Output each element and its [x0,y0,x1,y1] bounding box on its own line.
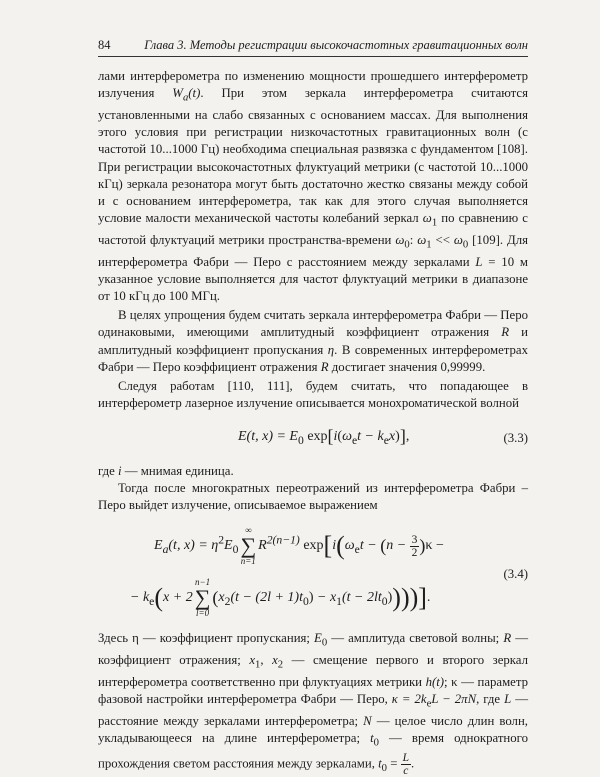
fraction-3-2 [410,534,420,559]
eq-E0: E [224,538,233,554]
eq-sub: e [351,433,358,447]
eq-omega: ω [342,428,352,444]
eq-kappa: κ − [425,538,444,554]
symbol-omega0: ω [395,232,405,247]
symbol-sub: 0 [373,737,379,749]
symbol-h-t: h(t) [425,674,445,689]
condition-omega1: ω [417,232,427,247]
eq-sub: e [354,543,360,557]
symbol-W: W [172,86,183,101]
eq-sub: 0 [297,433,304,447]
paragraph-2 [98,307,528,376]
paragraph-5: Тогда после многократных переотражений из интерферометра Фабри – Перо выйдет излучение, описываемое выражением [98,480,528,512]
eq-sub: 2 [224,595,231,609]
eq-paren: ) [387,590,393,606]
text-run: лами интерферометра по изменению мощности прошедшего интерферометр излучения [98,69,528,101]
symbol-sub: 1 [255,659,261,671]
text-run: , [260,652,273,667]
equation-number: (3.4) [503,567,528,582]
symbol-E0: E [314,631,322,646]
sum-operator [195,578,211,618]
sum-lower: n=1 [240,556,256,567]
eq-sup: 2 [218,533,225,547]
paragraph-4 [98,463,528,480]
text-run: по сравнению с частотой флуктуаций метрики пространства-времени [98,211,528,247]
equation-3-3-expression [238,425,410,449]
sum-lower: l=0 [196,608,210,619]
symbol-x2: x [272,652,278,667]
paragraph-1 [98,68,528,305]
symbol-sub: 0 [381,762,387,774]
eq-paren: ( [336,531,345,561]
fraction-denominator: c [403,764,409,777]
symbol-sub: 2 [277,659,284,671]
eq-sub: 1 [336,595,342,609]
sum-upper: ∞ [245,525,252,536]
paragraph-6 [98,630,528,777]
eq-period: . [426,590,431,606]
eq-lhs-args: (t, x) = η [168,538,219,554]
eq-omega: ω [344,538,355,554]
paragraph-3: Следуя работам [110, 111], будем считать, что попадающее в интерферометр лазерное излучение описывается монохроматической волной [98,379,528,411]
text-run: указанное условие выполняется для частот флуктуаций метрики в диапазоне от 10 кГц до 100 МГц. [98,271,528,304]
text-run: — расстояние между зеркалами интерферометра; [98,691,528,728]
eq-t-minus-k: t − k [357,428,384,444]
text-run: — смещение первого и второго зеркал интерферометра соответственно при флуктуациях метрики [98,652,528,689]
symbol-W-arg: (t) [188,86,201,101]
text-run: , где [476,691,505,706]
symbol-sub: e [426,698,432,710]
eq-R: R [258,538,267,554]
text-run: — целое число длин волн, укладывающееся на длине интерферометра; [98,713,528,745]
text-run: — время однократного прохождения светом расстояния между зеркалами, [98,730,529,770]
kappa-definition-rest: L − 2πN [431,691,477,706]
equation-3-4 [98,520,528,624]
eq-closing-brackets: )))] [392,583,427,613]
eq-arg2: (t − 2lt [342,590,382,606]
eq-x2: x [218,590,225,606]
symbol-omega0-sub: 0 [404,239,410,251]
eq-exp: exp [303,428,328,444]
eq-sup: 2(n−1) [266,533,300,547]
page-body [98,68,528,777]
L-unit: м [519,254,528,269]
sigma-glyph: ∑ [194,585,211,611]
symbol-i: i [118,463,122,478]
eq-arg1: (t − (2l + 1)t [230,590,303,606]
condition-much-less: << [431,232,454,247]
eq-t: t − [359,538,381,554]
eq-n-minus: n − [386,538,410,554]
fraction-L-over-c [401,752,411,777]
eq-sub: 0 [232,543,239,557]
symbol-L: L [504,691,512,706]
text-run: достигает значения 0,99999. [328,359,486,374]
text-run: — амплитуда световой волны; [327,631,504,646]
text-run: где [98,463,119,478]
eq-sub: 0 [381,595,388,609]
symbol-t0: t [370,730,374,745]
text-run: . В современных интерферометрах Фабри — Перо коэффициент отражения [98,342,528,374]
text-run: Здесь η — коэффициент пропускания; [98,631,315,646]
eq-paren: ) [419,535,426,556]
fraction-denominator: 2 [411,546,418,559]
equation-3-4-line-2 [130,578,430,618]
symbol-L: L [475,254,483,269]
eq-exp: exp [299,538,324,554]
eq-minus-k: − k [130,590,150,606]
symbol-omega1-sub: 1 [431,217,438,229]
symbol-W-sub: a [182,92,189,104]
sigma-glyph: ∑ [240,533,257,559]
text-run: В целях упрощения будем считать зеркала интерферометра Фабри — Перо одинаковыми, имеющими амплитудный коэффициент отражения [98,308,528,340]
eq-lhs: E [154,538,163,554]
running-head-title: Глава 3. Методы регистрации высокочастотных гравитационных волн [144,38,528,52]
eq-bracket: ] [399,425,406,446]
symbol-x1: x [249,652,256,667]
eq-bracket: [ [323,531,333,561]
symbol-R: R [503,631,512,646]
running-header [98,38,528,57]
text-run: = [387,755,401,770]
eq-paren: ( [337,428,343,444]
sum-upper: n−1 [195,577,211,588]
sum-operator [240,526,256,566]
fraction-numerator: L [402,751,410,764]
symbol-t0: t [378,755,382,770]
symbol-eta: η [327,342,335,357]
eq-i: i [333,428,338,444]
eq-sub: e [383,433,389,447]
equation-3-4-line-1 [154,526,444,566]
text-run: и амплитудный коэффициент пропускания [98,325,528,357]
L-value: = 10 [482,254,520,269]
text-run: — мнимая единица. [121,463,234,478]
page-number: 84 [98,38,111,52]
text-run: [109]. Для интерферометра Фабри — Перо с расстоянием между зеркалами [98,232,528,269]
eq-sub: a [162,543,169,557]
text-run: : [409,232,418,247]
equation-3-3 [98,419,528,459]
text-run: ; κ — параметр фазовой настройки интерферометра Фабри — Перо, [98,674,528,706]
symbol-omega1: ω [422,211,432,226]
equation-number: (3.3) [503,430,528,445]
eq-i: i [332,538,337,554]
kappa-definition: κ = 2k [391,691,427,706]
text-run: . При этом зеркала интерферометра считаются установленными на слабо связанных с основанием массах. Для выполнения этого условия при регистрации низкочастотных гравитационных волн (с частотой 10...1000 Гц) необходима специальная развязка с фундаментом [108]. При регистрации высокочастотных флуктуаций метрики (с частотой 10...1000 кГц) зеркала резонатора могут быть достаточно жестко связаны между собой и с основанием интерферометра, так как для этого случая выполняется условие малости механической частоты колебаний зеркал [98,86,528,226]
eq-comma: , [405,428,410,444]
eq-x-plus-2: x + 2 [163,590,193,606]
symbol-R: R [501,325,510,340]
condition-omega0: ω [453,232,463,247]
text-run: — коэффициент отражения; [98,631,528,667]
eq-lhs: E(t, x) = E [238,428,298,444]
eq-paren: ( [154,583,164,613]
text-run: . [411,755,415,770]
eq-paren: ( [380,535,387,556]
symbol-R: R [320,359,329,374]
eq-x: x [388,428,396,444]
eq-bracket: [ [327,425,334,446]
eq-minus-x1: − x [313,590,337,606]
fraction-numerator: 3 [411,533,418,546]
eq-sub: e [149,595,155,609]
symbol-sub: 0 [321,637,328,649]
eq-sub: 0 [303,595,309,609]
eq-paren: ( [212,587,219,608]
condition-sub1: 1 [426,239,432,251]
condition-sub0: 0 [462,239,469,251]
symbol-N: N [363,713,372,728]
eq-paren: ) [395,428,400,444]
eq-paren: ) [308,590,314,606]
